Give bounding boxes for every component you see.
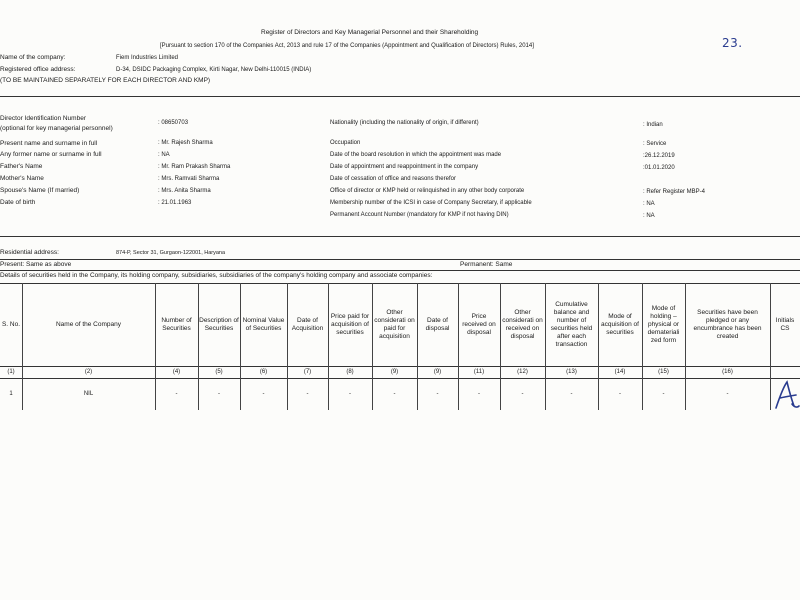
table-index-cell: (5) [215,369,223,375]
table-header-cell: Securities have been pledged or any encumbrance has been created [693,308,762,340]
table-index-cell: (8) [346,369,354,375]
residential-address-value: 874-P, Sector 31, Gurgaon-122001, Haryana [116,250,226,256]
table-cell: - [175,391,178,397]
table-header-cell: Name of the Company [55,320,122,328]
former-name-label: Any former name or surname in full [0,151,102,158]
register-subtitle: [Pursuant to section 170 of the Companies Act, 2013 and rule 17 of the Companies (Appointment and Qualification of Directors) Rules, 2014] [160,43,534,49]
table-cell: - [393,391,396,397]
table-cell: - [349,391,351,397]
table-header-cell: Price paid for acquisition of securities [330,312,370,336]
table-header-cell: Other considerati on paid for acquisition [374,308,415,340]
other-office-label: Office of director or KMP held or relinquished in any other body corporate [330,188,525,194]
table-header-cell: Nominal Value of Securities [242,316,285,332]
securities-title: Details of securities held in the Company, its holding company, subsidiaries, subsidiaries of the company's holding company and associate companies: [0,272,433,279]
table-cell: 1 [9,391,13,397]
table-header-cell: Mode of acquisition of securities [601,312,639,336]
permanent-address-label: Permanent: Same [460,261,513,268]
pan-label: Permanent Account Number (mandatory for KMP if not having DIN) [330,212,509,218]
mother-name-value: : Mrs. Ramvati Sharma [158,176,220,182]
table-header-cell: Cumulative balance and number of securities held after each transaction [550,300,593,348]
spouse-name-value: : Mrs. Anita Sharma [158,188,211,194]
table-header-cell: Initials CS [775,316,795,332]
table-header-cell: Price received on disposal [462,312,496,336]
present-name-label: Present name and surname in full [0,140,98,147]
table-rule-index [0,378,800,379]
nationality-label: Nationality (including the nationality of origin, if different) [330,120,479,126]
board-resolution-value: :26.12.2019 [643,153,675,159]
maintenance-note: (TO BE MAINTAINED SEPARATELY FOR EACH DIRECTOR AND KMP) [0,77,211,84]
register-title: Register of Directors and Key Managerial Personnel and their Shareholding [261,29,479,36]
table-index-cell: (11) [473,369,485,375]
icsi-membership-value: : NA [643,201,655,207]
table-header-cell: Other considerati on received on disposal [502,308,543,340]
icsi-membership-label: Membership number of the ICSI in case of Company Secretary, if applicable [330,200,532,206]
table-index-cell: (2) [84,369,93,375]
table-cell: NIL [83,391,94,397]
table-cell: - [436,391,439,397]
table-header-cell: Mode of holding – physical or demateriali zed form [647,304,680,344]
nationality-value: : Indian [643,122,663,128]
residential-address-label: Residential address: [0,249,59,256]
table-cell: - [306,391,309,397]
mother-name-label: Mother's Name [0,175,44,182]
occupation-value: : Service [643,141,667,147]
company-name-label: Name of the company: [0,54,66,61]
table-index-cell: (4) [172,369,181,375]
table-cell: - [570,391,573,397]
appointment-date-value: :01.01.2020 [643,165,675,171]
father-name-value: : Mr. Ram Prakash Sharma [158,164,231,170]
table-index-cell: (14) [614,369,626,375]
appointment-date-label: Date of appointment and reappointment in the company [330,164,479,170]
table-index-cell: (1) [7,369,15,375]
divider-top [0,96,800,97]
table-cell: - [662,391,665,397]
present-name-value: : Mr. Rajesh Sharma [158,140,213,146]
occupation-label: Occupation [330,140,361,146]
table-rule-header [0,366,800,367]
pan-value: : NA [643,213,655,219]
din-value: : 08650703 [158,120,189,126]
other-office-value: : Refer Register MBP-4 [643,189,706,195]
table-header-cell: Description of Securities [199,316,239,332]
company-name-value: Fiem Industries Limited [116,55,179,61]
table-header-cell: Date of disposal [425,316,450,332]
din-label-1: Director Identification Number [0,115,86,122]
divider-securities [0,270,800,271]
board-resolution-label: Date of the board resolution in which the appointment was made [330,152,502,158]
table-cell: - [478,391,480,397]
table-header-cell: S. No. [1,320,21,328]
table-index-cell: (15) [658,369,669,375]
table-cell: - [726,391,729,397]
table-index-cell: (13) [566,369,577,375]
page-number: 23. [722,36,743,50]
table-index-cell: (9) [390,369,399,375]
table-cell: - [619,391,621,397]
table-index-cell: (16) [722,369,733,375]
dob-label: Date of birth [0,199,36,206]
divider-present [0,259,800,260]
father-name-label: Father's Name [0,163,43,170]
table-index-cell: (9) [433,369,442,375]
office-address-label: Registered office address: [0,66,76,73]
table-cell: - [262,391,265,397]
table-index-cell: (6) [259,369,268,375]
present-address-label: Present: Same as above [0,261,72,268]
table-header-cell: Date of Acquisition [291,316,324,332]
table-header-cell: Number of Securities [161,316,192,332]
cessation-label: Date of cessation of office and reasons therefor [330,176,456,182]
signature-initial [772,378,800,412]
office-address-value: D-34, DSIDC Packaging Complex, Kirti Nagar, New Delhi-110015 (INDIA) [116,67,312,73]
former-name-value: : NA [158,152,170,158]
spouse-name-label: Spouse's Name (If married) [0,187,80,194]
divider-address-top [0,236,800,237]
table-cell: - [521,391,524,397]
table-index-cell: (12) [517,369,528,375]
table-cell: - [218,391,220,397]
dob-value: : 21.01.1963 [158,200,192,206]
table-index-cell: (7) [303,369,312,375]
din-label-2: (optional for key managerial personnel) [0,125,113,132]
